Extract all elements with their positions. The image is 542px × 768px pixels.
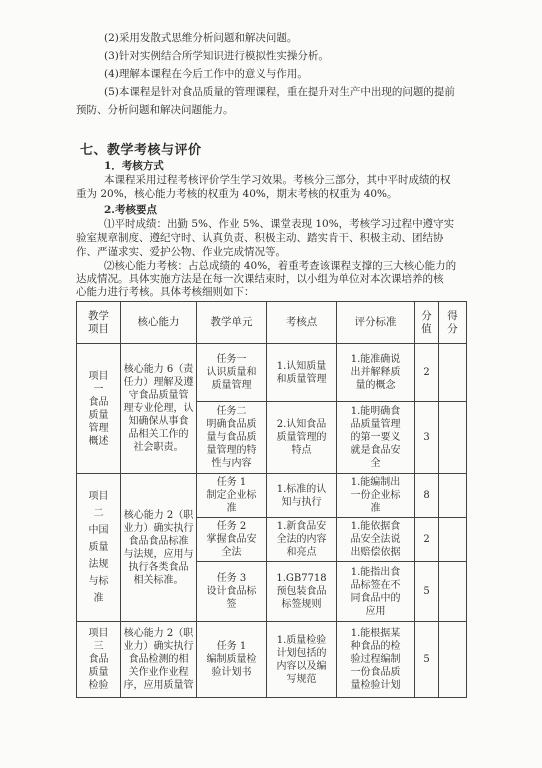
core-ability-cell: 核心能力 2（职 业力）确实执行 食品检测的相 关作业作业程 序，应用质量管 bbox=[121, 622, 197, 698]
assessment-table bbox=[76, 301, 467, 698]
header-assessment-point: 考核点 bbox=[267, 302, 337, 344]
points-title: 2.考核要点 bbox=[104, 204, 157, 216]
unit-cell: 任务一 认识质量和 质量管理 bbox=[197, 344, 267, 402]
score-cell: 2 bbox=[415, 344, 439, 402]
point-cell: 1.认知质量 和质量管理 bbox=[267, 344, 337, 402]
intro-line-1: (2)采用发散式思维分析问题和解决问题。 bbox=[104, 32, 298, 44]
intro-line-5: 预防、分析问题和解决问题能力。 bbox=[76, 104, 234, 116]
score-cell: 5 bbox=[415, 622, 439, 698]
points-line-6: 心能力进行考核。具体考核细则如下： bbox=[76, 286, 255, 298]
header-scoring-standard: 评分标准 bbox=[337, 302, 415, 344]
table-row bbox=[77, 622, 467, 698]
header-teaching-unit: 教学单元 bbox=[197, 302, 267, 344]
header-core-ability: 核心能力 bbox=[121, 302, 197, 344]
core-ability-cell: 核心能力 6（责 任力）理解及遵 守食品质量管 理专业伦理，认 知确保从事食 品相关工作的 社会职责。 bbox=[121, 344, 197, 474]
points-line-5: 达成情况。具体实施方法是在每一次课结束时，以小组为单位对本次课培养的核 bbox=[76, 273, 444, 285]
points-line-4: ⑵核心能力考核：占总成绩的 40%，着重考查该课程支撑的三大核心能力的 bbox=[104, 260, 457, 272]
unit-cell: 任务二 明确食品质 量与食品质 量管理的特 性与内容 bbox=[197, 402, 267, 474]
project-cell: 项目 三 食品 质量 检验 bbox=[77, 622, 121, 698]
header-project: 教学 项目 bbox=[77, 302, 121, 344]
standard-cell: 1.能指出食 品标签在不 同食品中的 应用 bbox=[337, 562, 415, 622]
unit-cell: 任务 1 制定企业标 准 bbox=[197, 474, 267, 518]
points-line-3: 作、严谨求实、爱护公物、作业完成情况等。 bbox=[76, 246, 286, 258]
obtained-cell[interactable] bbox=[439, 562, 467, 622]
header-obtained: 得 分 bbox=[439, 302, 467, 344]
score-cell: 2 bbox=[415, 518, 439, 562]
points-line-1: ⑴平时成绩：出勤 5%、作业 5%、课堂表现 10%，考核学习过程中遵守实 bbox=[104, 218, 455, 230]
project-cell: 项目 二 中国 质量 法规 与标 准 bbox=[77, 474, 121, 622]
intro-line-2: (3)针对实例结合所学知识进行模拟性实操分析。 bbox=[104, 50, 329, 62]
intro-line-3: (4)理解本课程在今后工作中的意义与作用。 bbox=[104, 68, 308, 80]
section-title: 七、教学考核与评价 bbox=[80, 143, 202, 158]
standard-cell: 1.能明确食 品质量管理 的第一要义 就是食品安 全 bbox=[337, 402, 415, 474]
standard-cell: 1.能根据某 种食品的检 验过程编制 一份食品质 量检验计划 bbox=[337, 622, 415, 698]
core-ability-cell: 核心能力 2（职 业力）确实执行 食品食品标准 与法规，应用与 执行各类食品 相关标准。 bbox=[121, 474, 197, 622]
score-cell: 5 bbox=[415, 562, 439, 622]
point-cell: 1.质量检验 计划包括的 内容以及编 写规范 bbox=[267, 622, 337, 698]
table-row bbox=[77, 344, 467, 402]
obtained-cell[interactable] bbox=[439, 474, 467, 518]
method-line-2: 重为 20%，核心能力考核的权重为 40%，期末考核的权重为 40%。 bbox=[76, 188, 398, 200]
obtained-cell[interactable] bbox=[439, 344, 467, 402]
obtained-cell[interactable] bbox=[439, 622, 467, 698]
standard-cell: 1.能依据食 品安全法说 出赔偿依据 bbox=[337, 518, 415, 562]
unit-cell: 任务 2 掌握食品安 全法 bbox=[197, 518, 267, 562]
point-cell: 2.认知食品 质量管理的 特点 bbox=[267, 402, 337, 474]
method-title: 1．考核方式 bbox=[104, 160, 164, 172]
score-cell: 8 bbox=[415, 474, 439, 518]
table-header-row bbox=[77, 302, 467, 344]
standard-cell: 1.能准确说 出并解释质 量的概念 bbox=[337, 344, 415, 402]
unit-cell: 任务 1 编制质量检 验计划书 bbox=[197, 622, 267, 698]
standard-cell: 1.能编制出 一份企业标 准 bbox=[337, 474, 415, 518]
method-line-1: 本课程采用过程考核评价学生学习效果。考核分三部分，其中平时成绩的权 bbox=[104, 174, 451, 186]
obtained-cell[interactable] bbox=[439, 518, 467, 562]
table-row bbox=[77, 474, 467, 518]
points-line-2: 验室规章制度、遵纪守时、认真负责、积极主动、踏实肯干、积极主动、团结协 bbox=[76, 232, 444, 244]
point-cell: 1.GB7718 预包装食品 标签规则 bbox=[267, 562, 337, 622]
project-cell: 项目 一 食品 质量 管理 概述 bbox=[77, 344, 121, 474]
point-cell: 1.新食品安 全法的内容 和亮点 bbox=[267, 518, 337, 562]
obtained-cell[interactable] bbox=[439, 402, 467, 474]
unit-cell: 任务 3 设计食品标 签 bbox=[197, 562, 267, 622]
header-score: 分 值 bbox=[415, 302, 439, 344]
score-cell: 3 bbox=[415, 402, 439, 474]
point-cell: 1.标准的认 知与执行 bbox=[267, 474, 337, 518]
intro-line-4: (5)本课程是针对食品质量的管理课程，重在提升对生产中出现的问题的提前 bbox=[104, 86, 455, 98]
